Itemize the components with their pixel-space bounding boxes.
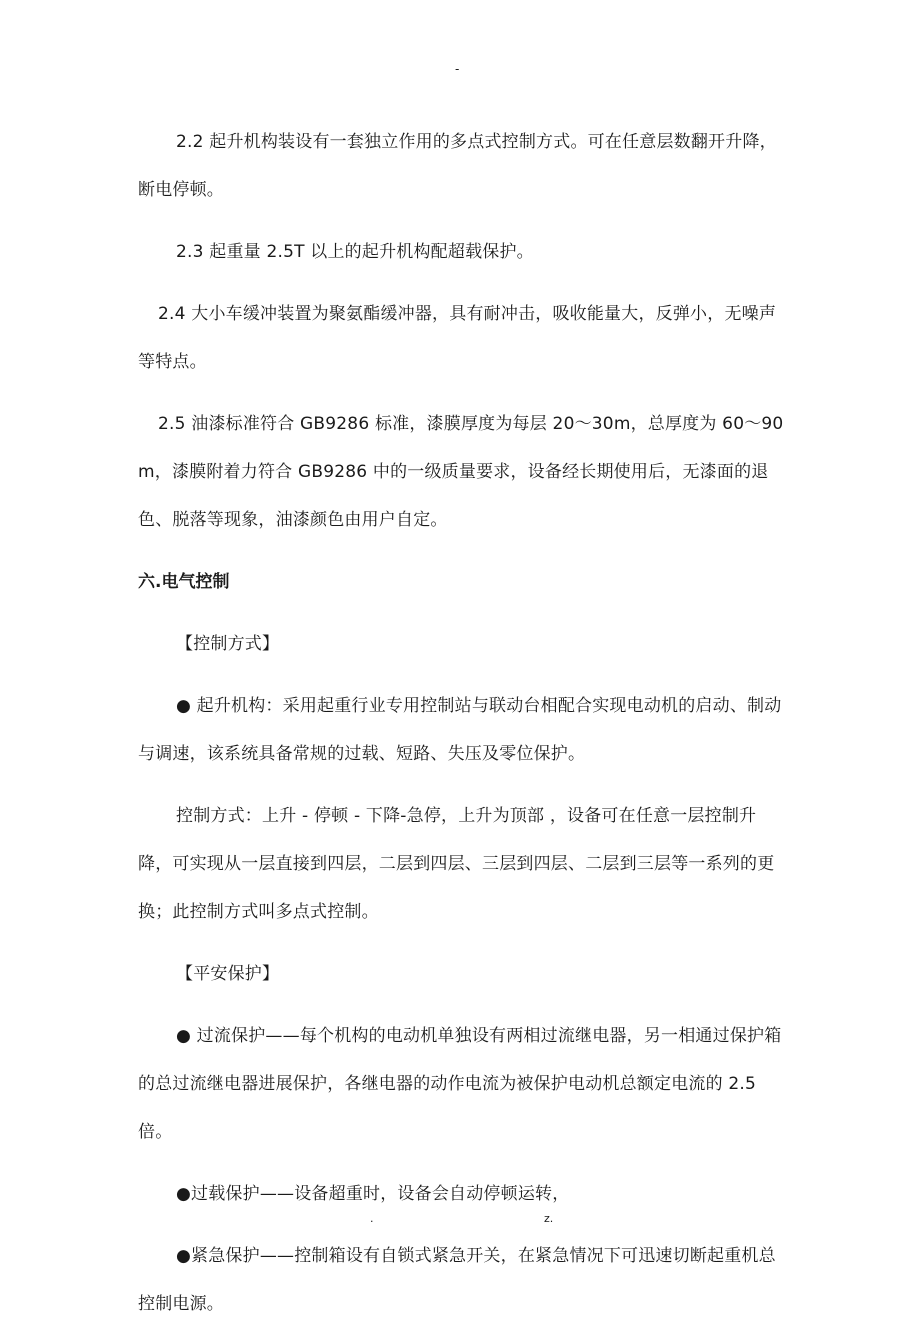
paragraph-2-2: 2.2 起升机构装设有一套独立作用的多点式控制方式。可在任意层数翻开升降，断电停顿。: [138, 132, 777, 200]
bullet-emergency-protection: ●紧急保护——控制箱设有自锁式紧急开关，在紧急情况下可迅速切断起重机总控制电源。: [138, 1246, 776, 1314]
footer-mark-left: .: [370, 1212, 374, 1225]
footer-mark-right: z.: [544, 1212, 554, 1225]
paragraph-control-mode-desc: 控制方式：上升 - 停顿 - 下降-急停，上升为顶部 ，设备可在任意一层控制升降，可实现从一层直接到四层，二层到四层、三层到四层、二层到三层等一系列的更换；此控制方式叫多点式控制。: [138, 806, 775, 922]
header-mark: -: [455, 62, 460, 76]
heading-control-mode: 【控制方式】: [176, 634, 280, 654]
section-title-electrical-control: 六.电气控制: [138, 572, 230, 592]
bullet-overload-protection: ●过载保护——设备超重时，设备会自动停顿运转，: [176, 1184, 570, 1204]
paragraph-2-4: 2.4 大小车缓冲装置为聚氨酯缓冲器，具有耐冲击，吸收能量大，反弹小，无噪声等特点。: [138, 304, 777, 372]
paragraph-2-3: 2.3 起重量 2.5T 以上的起升机构配超载保护。: [176, 242, 534, 262]
heading-safety-protection: 【平安保护】: [176, 964, 280, 984]
bullet-overcurrent-protection: ● 过流保护——每个机构的电动机单独设有两相过流继电器，另一相通过保护箱的总过流继电器进展保护，各继电器的动作电流为被保护电动机总额定电流的 2.5 倍。: [138, 1026, 782, 1142]
paragraph-2-5: 2.5 油漆标准符合 GB9286 标准，漆膜厚度为每层 20～30m，总厚度为 60～90m，漆膜附着力符合 GB9286 中的一级质量要求，设备经长期使用后，无漆面的退色、脱落等现象，油漆颜色由用户自定。: [138, 414, 784, 530]
bullet-hoist-mechanism: ● 起升机构：采用起重行业专用控制站与联动台相配合实现电动机的启动、制动与调速，该系统具备常规的过载、短路、失压及零位保护。: [138, 696, 782, 764]
document-body: [138, 118, 784, 1328]
